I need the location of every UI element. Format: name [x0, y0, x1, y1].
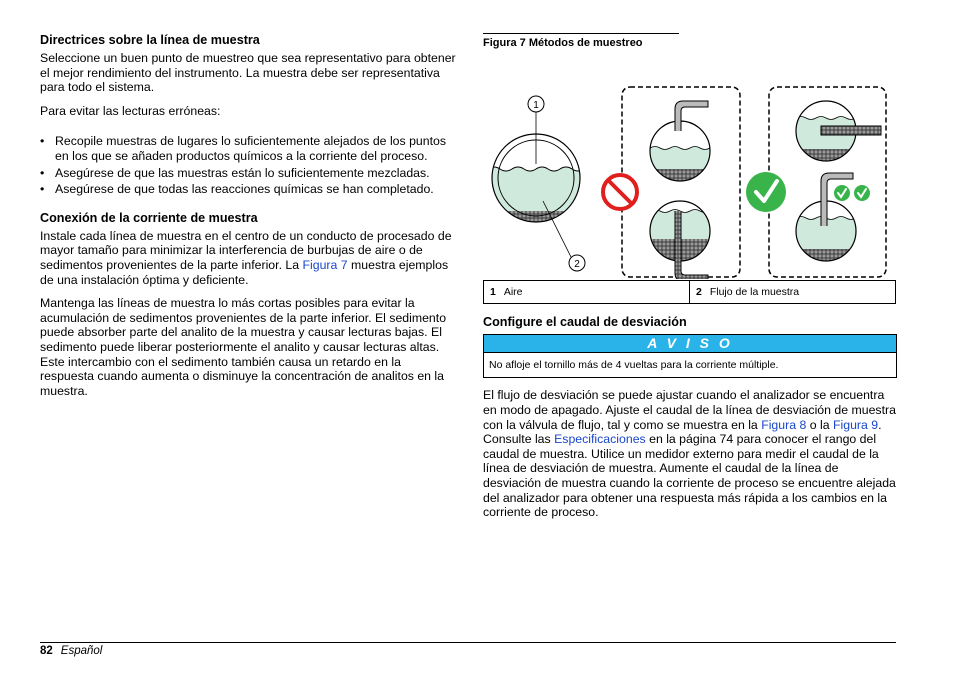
bullet-list	[40, 134, 456, 196]
paragraph: El flujo de desviación se puede ajustar cuando el analizador se encuentra en modo de apagado. Ajuste el caudal de la línea de desviación de muestra con la válvula de flujo, tal y como se muestra en la Figura 8 o la Figura 9. Consulte las Especificaciones en la página 74 para conocer el rango del caudal de muestra. Utilice un medidor externo para medir el caudal de la línea de desviación de muestra. Aumente el caudal de la línea de desviación de muestra cuando la corriente de proceso se encuentre alejada del analizador para obtener una respuesta más rápida a los cambios en la corriente de proceso.	[483, 388, 896, 520]
pipe-top-sample	[643, 101, 723, 191]
prohibited-icon	[603, 175, 637, 209]
paragraph: Instale cada línea de muestra en el centro de un conducto de procesado de mayor tamaño para minimizar la interferencia de burbujas de aire o de sedimentos provenientes de la parte inferior. La Figura 7 muestra ejemplos de una instalación óptima y deficiente.	[40, 228, 452, 287]
left-column	[40, 33, 456, 407]
link-figure-9[interactable]: Figura 9	[832, 417, 879, 432]
notice-text: No afloje el tornillo más de 4 vueltas para la corriente múltiple.	[484, 352, 896, 378]
link-figure-7[interactable]: Figura 7	[302, 257, 348, 272]
link-specifications[interactable]: Especificaciones	[554, 432, 646, 447]
small-check-icons	[834, 185, 870, 201]
list-item: • Asegúrese de que las muestras están lo suficientemente mezcladas.	[40, 166, 456, 181]
figure-sampling-methods	[483, 51, 896, 279]
figure-legend	[483, 280, 896, 305]
notice-header: A V I S O	[484, 335, 896, 352]
pipe-cross-section	[483, 111, 603, 251]
pipe-bottom-sample	[643, 191, 723, 279]
right-column	[483, 33, 896, 529]
check-icon	[746, 172, 786, 212]
list-item: • Recopile muestras de lugares lo suficientemente alejados de los puntos en los que se añaden productos químicos a la corriente del proceso.	[40, 134, 456, 163]
pipe-side-sample	[788, 91, 881, 171]
legend-item-1: 1 Aire	[484, 280, 690, 304]
page-footer	[40, 642, 896, 657]
callout-1: 1	[533, 99, 539, 111]
paragraph: Seleccione un buen punto de muestreo que sea representativo para obtener el mejor rendimiento del instrumento. La muestra debe ser representativa para todo el sistema.	[40, 51, 456, 95]
link-figure-8[interactable]: Figura 8	[761, 417, 807, 432]
callout-2: 2	[574, 258, 580, 270]
heading-sample-stream: Conexión de la corriente de muestra	[40, 210, 258, 225]
paragraph: Mantenga las líneas de muestra lo más cortas posibles para evitar la acumulación de sedimentos provenientes de la parte inferior. El sedimento puede absorber parte del analito de la muestra y causar lecturas bajas. El sedimento puede liberar posteriormente el analito y causar lecturas altas. Este intercambio con el sedimento también causa un retardo en la respuesta cuando aumenta o disminuye la concentración de analitos en la muestra.	[40, 296, 447, 398]
heading-sample-line: Directrices sobre la línea de muestra	[40, 33, 260, 47]
notice-box	[483, 334, 897, 378]
page-number: 82	[40, 645, 53, 657]
list-item: • Asegúrese de que todas las reacciones químicas se han completado.	[40, 182, 456, 197]
paragraph: Para evitar las lecturas erróneas:	[40, 103, 221, 118]
figure-illustration	[483, 51, 896, 279]
footer-language: Español	[60, 645, 103, 657]
figure-title: Figura 7 Métodos de muestreo	[483, 33, 679, 51]
legend-item-2: 2 Flujo de la muestra	[690, 280, 896, 304]
heading-bypass-flow: Configure el caudal de desviación	[483, 315, 687, 330]
pipe-center-sample	[788, 173, 868, 271]
